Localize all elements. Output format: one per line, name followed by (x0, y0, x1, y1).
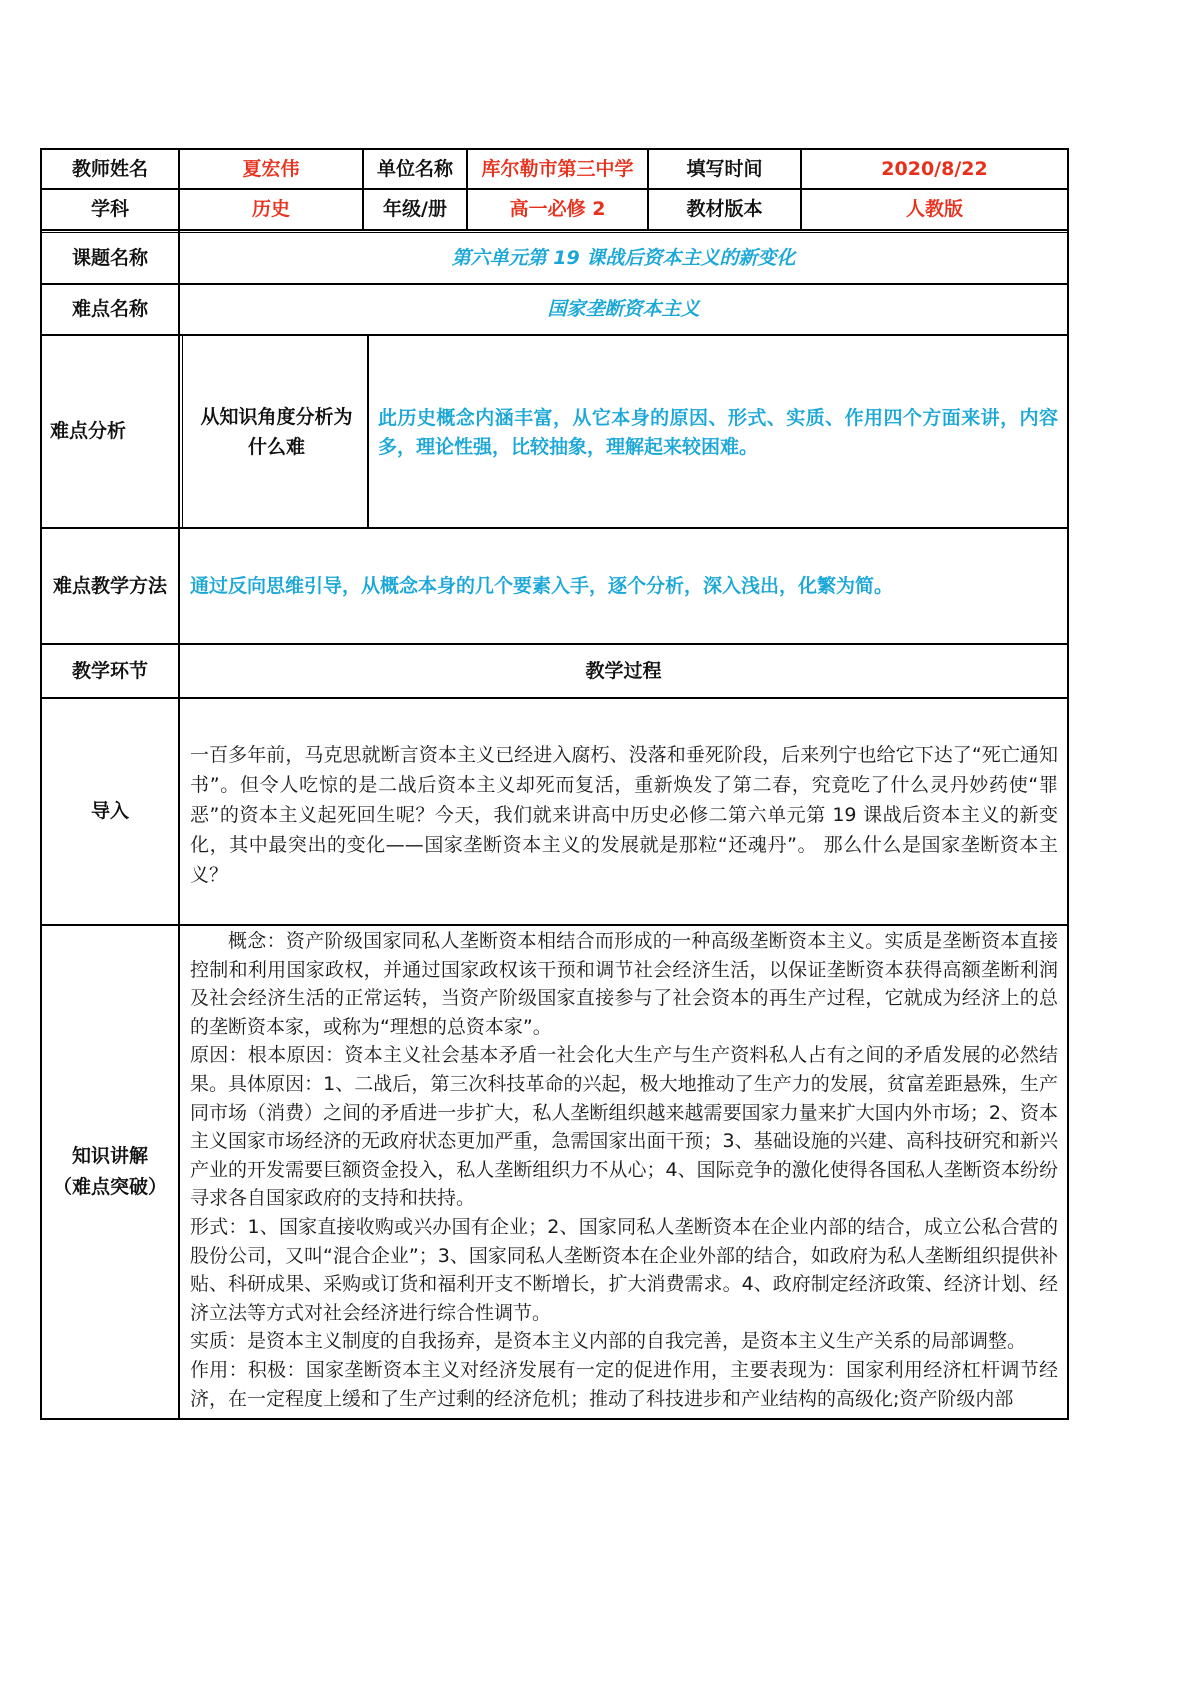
knowledge-content (190, 927, 1058, 1417)
col-divider (367, 334, 369, 528)
process-header: 教学过程 (585, 659, 662, 682)
row-divider (40, 232, 1069, 233)
knowledge-label (42, 926, 178, 1418)
knowledge-label-line1: 知识讲解 (71, 1145, 148, 1167)
edition-value: 人教版 (905, 198, 963, 221)
method-label: 难点教学方法 (52, 574, 167, 597)
difficulty-value: 国家垄断资本主义 (547, 298, 700, 321)
method-text: 通过反向思维引导，从概念本身的几个要素入手，逐个分析，深入浅出，化繁为简。 (190, 575, 894, 597)
difficulty-label: 难点名称 (71, 298, 148, 321)
knowledge-concept: 概念：资产阶级国家同私人垄断资本相结合而形成的一种高级垄断资本主义。实质是垄断资本直接控制和利用国家政权，并通过国家政权该干预和调节社会经济生活，以保证垄断资本获得高额垄断利润及社会经济生活的正常运转，当资产阶级国家直接参与了社会资本的再生产过程，它就成为经济上的总的垄断资本家，或称为“理想的总资本家”。 (190, 930, 1058, 1038)
subject-value: 历史 (251, 198, 290, 221)
row-divider (40, 924, 1069, 926)
unit-value: 库尔勒市第三中学 (481, 157, 634, 180)
row-divider (40, 229, 1069, 231)
edition-label: 教材版本 (686, 198, 763, 221)
unit-label: 单位名称 (376, 157, 453, 180)
subject-label: 学科 (90, 198, 129, 221)
intro-label: 导入 (90, 800, 129, 823)
analysis-label: 难点分析 (50, 420, 127, 443)
col-divider (178, 148, 180, 1420)
col-divider (182, 334, 183, 528)
time-value: 2020/8/22 (881, 157, 988, 180)
stage-header: 教学环节 (71, 659, 148, 682)
knowledge-cause: 原因：根本原因：资本主义社会基本矛盾一社会化大生产与生产资料私人占有之间的矛盾发展的必然结果。具体原因：1、二战后，第三次科技革命的兴起，极大地推动了生产力的发展，贫富差距悬殊，生产同市场（消费）之间的矛盾进一步扩大，私人垄断组织越来越需要国家力量来扩大国内外市场；2、资本主义国家市场经济的无政府状态更加严重，急需国家出面干预；3、基础设施的兴建、高科技研究和新兴产业的开发需要巨额资金投入，私人垄断组织力不从心；4、国际竞争的激化使得各国私人垄断资本纷纷寻求各自国家政府的支持和扶持。 (190, 1044, 1058, 1210)
analysis-sub-label: 从知识角度分析为什么难 (200, 405, 353, 458)
topic-value: 第六单元第 19 课战后资本主义的新变化 (451, 247, 796, 270)
row-divider (40, 527, 1069, 529)
row-divider (40, 697, 1069, 699)
topic-label: 课题名称 (71, 247, 148, 270)
intro-text: 一百多年前，马克思就断言资本主义已经进入腐朽、没落和垂死阶段，后来列宁也给它下达了“死亡通知书”。但令人吃惊的是二战后资本主义却死而复活，重新焕发了第二春，究竟吃了什么灵丹妙药使“罪恶”的资本主义起死回生呢？今天，我们就来讲高中历史必修二第六单元第 19 课战后资本主义的新变化，其中最突出的变化——国家垄断资本主义的发展就是那粒“还魂丹”。 那么什么是国家垄断资本主义？ (190, 744, 1058, 886)
grade-value: 高一必修 2 (509, 198, 606, 221)
knowledge-form: 形式：1、国家直接收购或兴办国有企业；2、国家同私人垄断资本在企业内部的结合，成立公私合营的股份公司，又叫“混合企业”；3、国家同私人垄断资本在企业外部的结合，如政府为私人垄断组织提供补贴、科研成果、采购或订货和福利开支不断增长，扩大消费需求。4、政府制定经济政策、经济计划、经济立法等方式对社会经济进行综合性调节。 (190, 1215, 1058, 1324)
teacher-value: 夏宏伟 (242, 157, 300, 180)
grade-label: 年级/册 (383, 198, 447, 221)
time-label: 填写时间 (686, 157, 763, 180)
knowledge-label-line2: （难点突破） (52, 1176, 167, 1198)
knowledge-essence: 实质：是资本主义制度的自我扬弃，是资本主义内部的自我完善，是资本主义生产关系的局部调整。 (190, 1330, 1027, 1353)
analysis-text: 此历史概念内涵丰富，从它本身的原因、形式、实质、作用四个方面来讲，内容多，理论性强，比较抽象，理解起来较困难。 (378, 407, 1058, 458)
teacher-label: 教师姓名 (71, 157, 148, 180)
knowledge-effect: 作用：积极：国家垄断资本主义对经济发展有一定的促进作用，主要表现为：国家利用经济杠杆调节经济，在一定程度上缓和了生产过剩的经济危机；推动了科技进步和产业结构的高级化;资产阶级内部 (190, 1358, 1058, 1410)
